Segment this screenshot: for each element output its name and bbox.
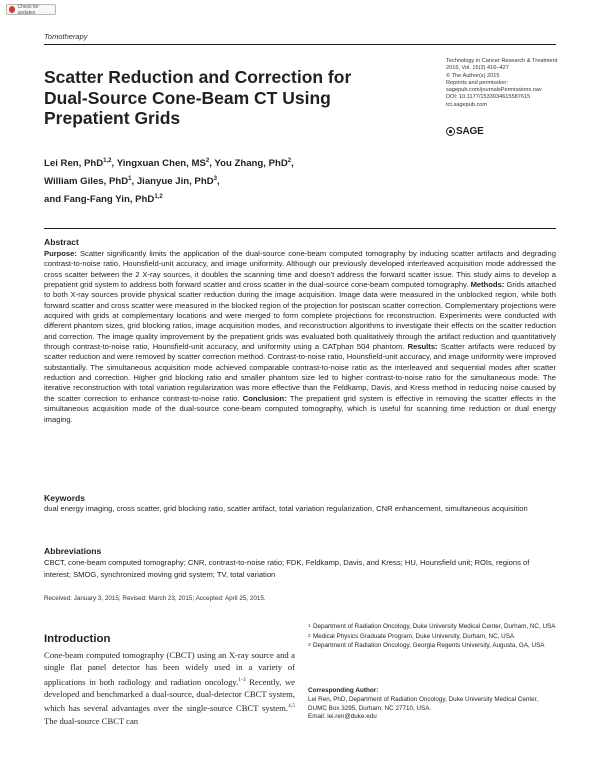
results-text: Scatter artifacts were reduced by scatter reduction and were removed by scatter correction method. Contrast-to-noise ratio, Hounsfield-unit accuracy, and image uniformity were improved substantially. The simultaneous acquisition mode achieved comparable contrast-to-noise ratio as the interleaved and sequential modes after scatter reduction and correction. Higher grid blocking ratio and smaller phantom size led to higher contrast-to-noise ratio for the simultaneous mode. The iterative reconstruction with total variation regularization was more effective than the Feldkamp, Davis, and Kress method in reducing noise caused by the scatter correction to enhance contrast-to-noise ratio.: [44, 342, 556, 403]
abstract-divider: [44, 228, 556, 229]
email-label: Email:: [308, 713, 326, 721]
corresponding-author-info: [308, 696, 558, 722]
citation[interactable]: 1-3: [238, 676, 246, 683]
author: and Fang-Fang Yin, PhD$^{1,2}$: [44, 193, 163, 205]
methods-label: Methods:: [470, 280, 505, 290]
affiliation-item: 3 Department of Radiation Oncology, Georgia Regents University, Augusta, GA, USA: [308, 642, 545, 650]
section-tag: Tomotherapy: [44, 32, 88, 41]
citation[interactable]: 4,5: [288, 703, 295, 710]
author: Jianyue Jin, PhD$^3$,: [136, 175, 220, 187]
conclusion-label: Conclusion:: [242, 393, 287, 403]
affiliation-item: 2 Medical Physics Graduate Program, Duke University, Durham, NC, USA: [308, 632, 515, 640]
article-title: Scatter Reduction and Correction for Dual-Source Cone-Beam CT Using Prepatient Grids: [44, 67, 352, 128]
author: William Giles, PhD$^1$,: [44, 175, 137, 187]
keywords-heading: Keywords: [44, 493, 86, 503]
top-divider: [44, 44, 556, 45]
sage-logo: [446, 126, 484, 137]
purpose-text: Scatter significantly limits the application of the dual-source cone-beam computed tomography by inducing scatter artifacts and degrading contrast-to-noise ratio, Hounsfield-unit accuracy, and image uniformity. Although our previously developed interleaved acquisition mode addressed the cross scatter between the 2 X-ray sources, it doubles the scanning time and doesn't address the forward scatter issue. This study aims to develop a prepatient grid system to address both forward scatter and cross scatter in the dual-source cone-beam computed tomography.: [44, 249, 556, 290]
author-list: [44, 154, 384, 207]
journal-meta: [446, 58, 566, 109]
abstract-heading: Abstract: [44, 237, 79, 247]
article-dates: Received: January 3, 2015; Revised: March 23, 2015; Accepted: April 25, 2015.: [44, 595, 266, 602]
corresponding-author-heading: Corresponding Author:: [308, 687, 379, 694]
author: Lei Ren, PhD$^{1,2}$,: [44, 158, 117, 170]
results-label: Results:: [407, 342, 438, 352]
abbreviations-heading: Abbreviations: [44, 546, 102, 556]
conclusion-text: The prepatient grid system is effective in removing the scatter effects in the simultaneous acquisition mode of the dual-source cone-beam computed tomography, which is useful for scanning time reduction or dual energy imaging.: [44, 393, 556, 424]
sage-logo-icon: [446, 127, 455, 136]
journal-name: Technology in Cancer Research & Treatment: [446, 58, 558, 64]
journal-site[interactable]: tct.sagepub.com: [446, 101, 488, 108]
journal-doi[interactable]: DOI: 10.1177/1533034615587615: [446, 94, 531, 101]
affiliations: [308, 623, 558, 652]
methods-text: Grids attached to both X-ray sources provide physical scatter reduction during the image acquisition. Image data were measured in the unblocked region, while both forward scatter and cross scatter were measured in the blocked region of the projection for postscan scatter correction. Complementary projections were acquired with grids at complementary locations and were merged to form complete projections for reconstruction. Experiments were conducted with different phantom sizes, grid blocking ratios, image acquisition modes, and reconstruction algorithms to investigate their effects on the scatter reduction and correction. The image quality improvement by the prepatient grids was evaluated both qualitatively through the artifact reduction and quantitatively through contrast-to-noise ratio, Hounsfield-unit accuracy, and uniformity using a CATphan 504 phantom.: [44, 280, 556, 352]
corresponding-author-text: Lei Ren, PhD, Department of Radiation Oncology, Duke University Medical Center, DUMC Box 3295, Durham, NC 27710, USA.: [308, 696, 539, 712]
journal-copyright: © The Author(s) 2015: [446, 72, 500, 79]
abbreviations-text: CBCT, cone-beam computed tomography; CNR, contrast-to-noise ratio; FDK, Feldkamp, Davis, and Kress; HU, Hounsfield unit; ROIs, regions of interest; SMOG, synchronized moving grid system; TV, total variation: [44, 558, 530, 579]
abstract-text: [44, 249, 556, 425]
introduction-text: Cone-beam computed tomography (CBCT) using an X-ray source and a single flat panel detector has been widely used in a variety of applications in both radiology and radiation oncology.$^{1-3}$ Recently, we developed and benchmarked a dual-source, dual-detector CBCT system, which has several advantages over the single-source CBCT system.$^{4,5}$ The dual-source CBCT can: [44, 650, 295, 726]
introduction-heading: Introduction: [44, 633, 111, 645]
sage-logo-text: SAGE: [456, 126, 484, 137]
purpose-label: Purpose:: [44, 249, 77, 258]
check-updates-label: Check for updates: [17, 3, 39, 16]
journal-reprints: Reprints and permission:: [446, 79, 508, 86]
author: Yingxuan Chen, $MS^2$,: [116, 158, 215, 170]
email-link[interactable]: lei.ren@duke.edu: [327, 713, 377, 721]
journal-reprints-url[interactable]: sagepub.com/journalsPermissions.nav: [446, 87, 542, 94]
keywords-text: dual energy imaging, cross scatter, grid blocking ratio, scatter artifact, total variation regularization, CNR enhancement, simultaneous acquisition: [44, 504, 528, 513]
crossmark-icon: [9, 6, 15, 13]
check-for-updates-badge[interactable]: [6, 4, 56, 15]
journal-volume: 2016, Vol. 15(3) 416–427: [446, 65, 509, 72]
affiliation-item: 1 Department of Radiation Oncology, Duke University Medical Center, Durham, NC, USA: [308, 623, 556, 630]
author: You Zhang, PhD$^2$,: [214, 158, 294, 170]
